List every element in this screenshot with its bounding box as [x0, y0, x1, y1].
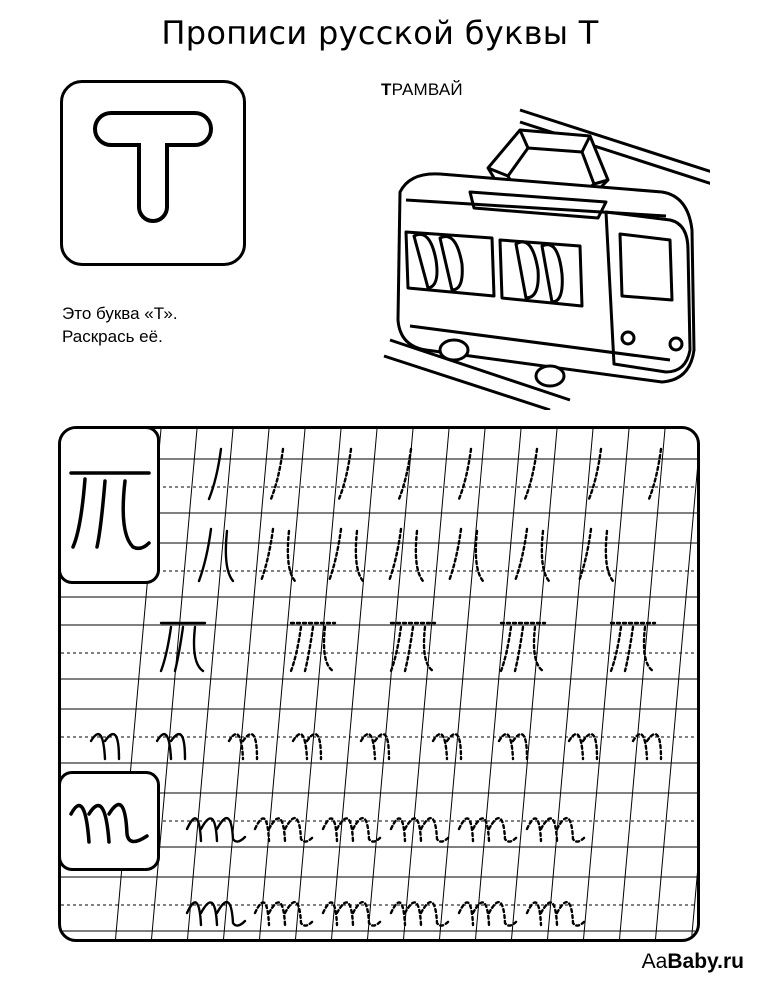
- footer-brand: Baby.ru: [667, 950, 744, 973]
- trace-double-stem: [389, 529, 423, 581]
- trace-small-t: [527, 902, 585, 925]
- trace-stem: [209, 449, 221, 499]
- slant-line: [187, 429, 233, 942]
- trace-small-t: [527, 818, 585, 841]
- slant-line: [403, 429, 449, 942]
- trace-small-t: [187, 818, 245, 841]
- picture-word-rest: РАМВАЙ: [391, 80, 463, 99]
- cursive-capital-t: [61, 429, 157, 579]
- slant-line: [655, 429, 700, 942]
- letter-card: [60, 80, 246, 266]
- trace-capital-t: [161, 623, 205, 671]
- picture-word: [381, 80, 463, 100]
- slant-line: [295, 429, 341, 942]
- slant-line: [331, 429, 377, 942]
- caption-line-1: Это буква «Т».: [62, 304, 178, 323]
- trace-small-t: [323, 818, 381, 841]
- slant-line: [511, 429, 557, 942]
- trace-capital-t: [291, 623, 335, 671]
- picture-word-first-letter: Т: [381, 80, 392, 99]
- slant-line: [475, 429, 521, 942]
- brand-footer: [642, 950, 744, 974]
- trace-hook: [91, 734, 119, 759]
- trace-small-t: [459, 818, 517, 841]
- trace-small-t: [187, 902, 245, 925]
- trace-capital-t: [391, 623, 435, 671]
- trace-small-t: [459, 902, 517, 925]
- sample-box-small: [58, 771, 160, 871]
- trace-capital-t: [611, 623, 655, 671]
- slant-line: [619, 429, 665, 942]
- cursive-small-t: [61, 774, 157, 868]
- slant-line: [223, 429, 269, 942]
- trace-small-t: [255, 902, 313, 925]
- slant-line: [691, 429, 700, 942]
- trace-stem: [271, 449, 283, 499]
- slant-line: [439, 429, 485, 942]
- trace-capital-t: [501, 623, 545, 671]
- trace-double-stem: [449, 529, 483, 581]
- trace-hook: [229, 734, 257, 759]
- trace-double-stem: [261, 529, 295, 581]
- slant-line: [259, 429, 305, 942]
- trace-hook: [569, 734, 597, 759]
- caption-line-2: Раскрась её.: [62, 327, 163, 346]
- instruction-text: [62, 302, 178, 348]
- trace-double-stem: [515, 529, 549, 581]
- trace-small-t: [323, 902, 381, 925]
- trace-hook: [157, 734, 185, 759]
- footer-prefix: Aa: [641, 950, 668, 973]
- trace-double-stem: [329, 529, 363, 581]
- trace-hook: [293, 734, 321, 759]
- trace-double-stem: [199, 529, 233, 581]
- page-title: Прописи русской буквы Т: [161, 14, 599, 52]
- trace-small-t: [391, 902, 449, 925]
- handwriting-practice-sheet: [58, 426, 700, 942]
- slant-line: [547, 429, 593, 942]
- trace-stem: [339, 449, 351, 499]
- outline-letter-t: [63, 83, 243, 263]
- trace-stem: [525, 449, 537, 499]
- trace-double-stem: [579, 529, 613, 581]
- slant-line: [583, 429, 629, 942]
- trace-stem: [459, 449, 471, 499]
- slant-line: [367, 429, 413, 942]
- trace-small-t: [391, 818, 449, 841]
- trace-hook: [499, 734, 527, 759]
- sample-box-capital: [58, 426, 160, 584]
- tram-icon: [370, 100, 710, 410]
